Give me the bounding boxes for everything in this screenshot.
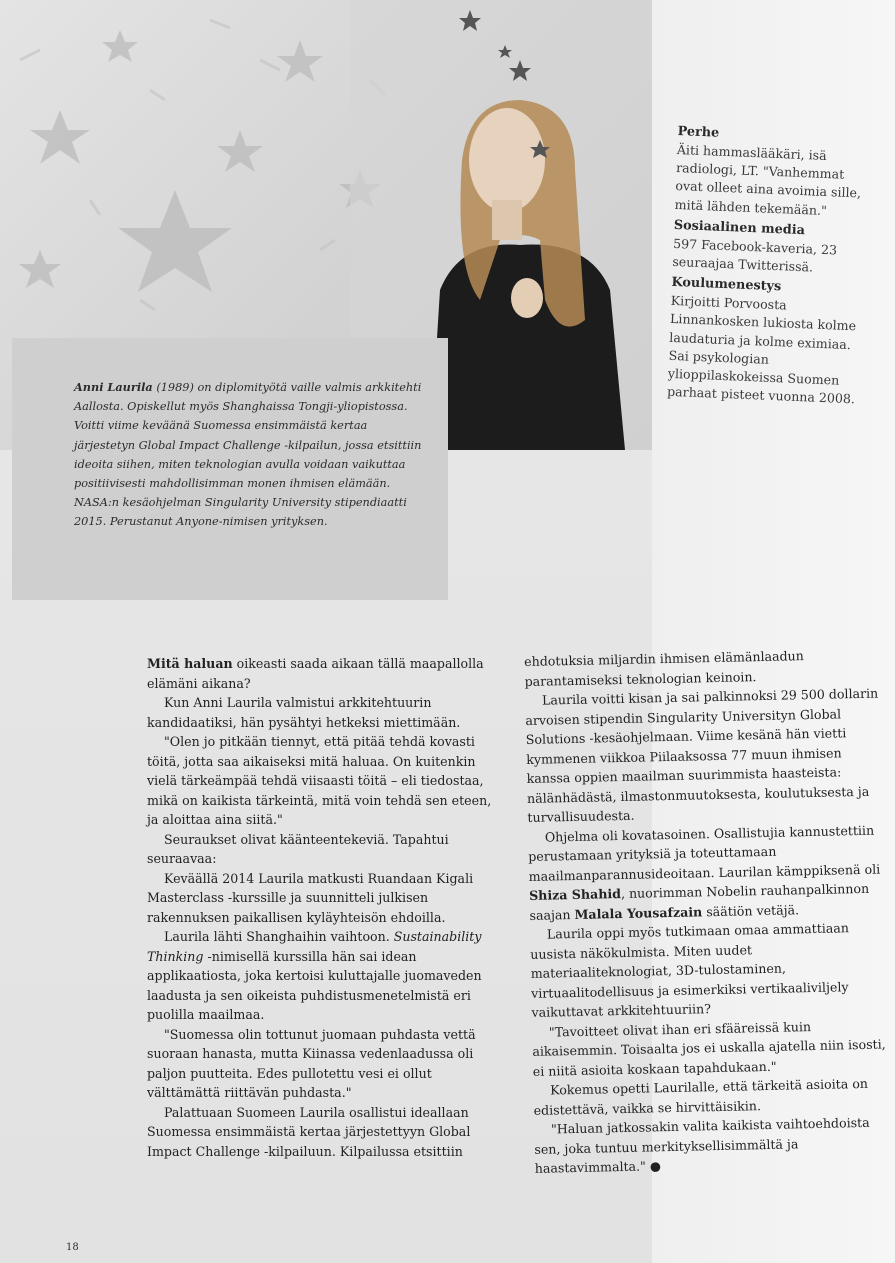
bold-name: Shiza Shahid	[528, 886, 622, 903]
paragraph: Kokemus opetti Laurilalle, että tärkeitä asioita on edistettävä, vaikka se hirvittäisikin.	[533, 1075, 869, 1118]
sidebar-heading-school: Koulumenestys	[671, 275, 782, 295]
lead-bold: Mitä haluan	[147, 656, 233, 671]
paragraph: Kun Anni Laurila valmistui arkkitehtuurin kandidaatiksi, hän pysähtyi hetkeksi miettimään.	[147, 695, 461, 730]
sidebar-text-social: 597 Facebook-kaveria, 23 seuraajaa Twitterissä.	[672, 235, 838, 275]
paragraph	[147, 927, 497, 1025]
paragraph: "Olen jo pitkään tiennyt, että pitää tehdä kovasti töitä, jotta saa aikaiseksi mitä haluaa. On kuitenkin vielä tärkeämpää tehdä viisaasti töitä – eli tiedostaa, mikä on kaikista tärkeintä, mitä voin tehdä sen eteen, ja aloittaa aina siitä."	[147, 734, 492, 827]
paragraph	[528, 820, 886, 925]
text-span: Laurila lähti Shanghaihin vaihtoon.	[164, 929, 394, 944]
paragraph: Laurila oppi myös tutkimaan omaa ammattiaan uusista näkökulmista. Miten uudet materiaaliteknologiat, 3D-tulostaminen, virtuaalitodellisuus ja esimerkiksi vertikaaliviljely vaikuttavat arkkitehtuuriin?	[530, 920, 850, 1020]
paragraph: Seuraukset olivat käänteentekeviä. Tapahtui seuraavaa:	[147, 831, 449, 866]
paragraph	[147, 654, 497, 693]
text-span: säätiön vetäjä.	[702, 901, 800, 919]
sidebar-text-family: Äiti hammaslääkäri, isä radiologi, LT. "Vanhemmat ovat olleet aina avoimia sille, mitä lähden tekemään."	[674, 141, 862, 218]
photo-caption	[74, 378, 426, 532]
profile-sidebar	[667, 122, 876, 411]
text-span: Ohjelma oli kovatasoinen. Osallistujia kannustettiin perustamaan yrityksiä ja toteuttamaan maailmanparannusideoitaan. Laurilan kämppiksenä oli	[528, 822, 881, 884]
paragraph: ehdotuksia miljardin ihmisen elämänlaadun parantamiseksi teknologian keinoin.	[524, 648, 804, 689]
bold-name: Malala Yousafzain	[574, 903, 703, 922]
paragraph: Keväällä 2014 Laurila matkusti Ruandaan Kigali Masterclass -kurssille ja suunnitteli julkisen rakennuksen paikallisen kyläyhteisön ehdoilla.	[147, 870, 474, 925]
course-name-italic: Sustainability Thinking	[147, 929, 482, 964]
lead-text: oikeasti saada aikaan tällä maapallolla elämäni aikana?	[147, 656, 484, 691]
paragraph: Palattuaan Suomeen Laurila osallistui ideallaan Suomessa ensimmäistä kertaa järjestettyyn Global Impact Challenge -kilpailuun. Kilpailussa etsittiin	[147, 1104, 471, 1159]
caption-name: Anni Laurila	[74, 380, 153, 394]
end-mark-icon: ●	[649, 1158, 662, 1174]
sidebar-heading-social: Sosiaalinen media	[673, 217, 806, 238]
text-span: , nuorimman Nobelin rauhanpalkinnon saajan	[529, 880, 870, 923]
paragraph	[534, 1112, 891, 1178]
article-column-right	[524, 645, 891, 1179]
page-number: 18	[66, 1242, 79, 1253]
article-column-left	[147, 654, 497, 1161]
caption-text: (1989) on diplomityötä vaille valmis arkkitehti Aallosta. Opiskellut myös Shanghaissa Tongji-yliopistossa. Voitti viime keväänä Suomessa ensimmäistä kertaa järjestetyn Global Impact Challenge -kilpailun, jossa etsittiin ideoita siihen, miten teknologian avulla voidaan vaikuttaa positiivisesti mahdollisimman monen ihmisen elämään. NASA:n kesäohjelman Singularity University stipendiaatti 2015. Perustanut Anyone-nimisen yrityksen.	[74, 381, 422, 529]
paragraph: "Suomessa olin tottunut juomaan puhdasta vettä suoraan hanasta, mutta Kiinassa vedenlaadussa oli paljon puutteita. Edes pullotettu vesi ei ollut välttämättä riittävän puhdasta."	[147, 1026, 476, 1100]
sidebar-text-school: Kirjoitti Porvoosta Linnankosken lukiosta kolme laudaturia ja kolme eximiaa. Sai psykologian ylioppilaskokeissa Suomen parhaat pisteet vuonna 2008.	[666, 293, 857, 407]
sidebar-heading-family: Perhe	[677, 123, 720, 141]
paragraph: Laurila voitti kisan ja sai palkinnoksi 29 500 dollarin arvoisen stipendin Singularity Universityn Global Solutions -kesäohjelmaan. Viime kesänä hän vietti kymmenen viikkoa Piilaaksossa 77 muun ihmisen kanssa oppien maailman suurimmista haasteista: nälänhädästä, ilmastonmuutoksesta, koulutuksesta ja turvallisuudesta.	[525, 685, 879, 825]
text-span: -nimisellä kurssilla hän sai idean applikaatiosta, joka kertoisi kuluttajalle juomaveden laadusta ja sen oikeista puhdistusmenetelmistä eri puolilla maailmaa.	[147, 948, 482, 1022]
text-span: "Haluan jatkossakin valita kaikista vaihtoehdoista sen, joka tuntuu merkityksellisimmältä ja haastavimmalta."	[534, 1114, 870, 1176]
paragraph: "Tavoitteet olivat ihan eri sfääreissä kuin aikaisemmin. Toisaalta jos ei uskalla ajatella niin isosti, ei niitä asioita koskaan tapahdukaan."	[532, 1018, 886, 1079]
